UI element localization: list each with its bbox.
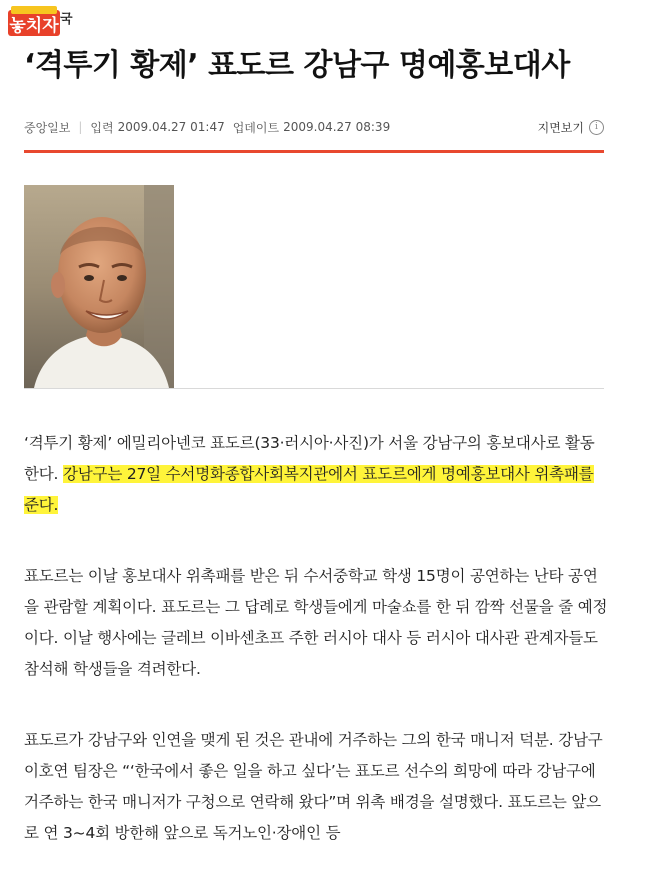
paragraph-text: 표도르는 이날 홍보대사 위촉패를 받은 뒤 수서중학교 학생 15명이 공연하는 난타 공연을 관람할 계획이다. 표도르는 그 답례로 학생들에게 마술쇼를 한 뒤 깜짝 선물을 줄 예정이다. 이날 행사에는 글레브 이바센초프 주한 러시아 대사 등 러시아 대사관 관계자들도 참석해 학생들을 격려한다. (24, 567, 608, 678)
updated-label: 업데이트 (232, 120, 280, 135)
logo-suffix: 국 (60, 12, 73, 27)
meta-divider: | (78, 120, 83, 134)
paragraph-text: 표도르가 강남구와 인연을 맺게 된 것은 관내에 거주하는 그의 한국 매니저 덕분. 강남구 이호연 팀장은 “‘한국에서 좋은 일을 하고 싶다’는 표도르 선수의 희망에 따라 강남구에 거주하는 한국 매니저가 구청으로 연락해 왔다”며 위촉 배경을 설명했다. 표도르는 앞으로 연 3~4회 방한해 앞으로 독거노인·장애인 등 (24, 731, 603, 842)
article-body (24, 428, 609, 889)
paragraph-text: ‘격투기 황제’ 에밀리아넨코 표도르(33·러시아·사진)가 서울 강남구의 홍보대사로 활동한다. (24, 434, 595, 483)
info-circle-icon: i (589, 120, 604, 135)
header-divider (24, 150, 604, 153)
paragraph (24, 428, 609, 521)
photo-area (24, 185, 604, 389)
highlighted-text: 강남구는 27일 수서명화종합사회복지관에서 표도르에게 명예홍보대사 위촉패를 준다. (24, 465, 594, 514)
article-meta (24, 117, 604, 137)
source-name: 중앙일보 (24, 120, 71, 135)
updated-date: 2009.04.27 08:39 (283, 120, 391, 134)
published-date: 2009.04.27 01:47 (117, 120, 225, 134)
print-view-label: 지면보기 (537, 120, 584, 135)
portrait-image (24, 185, 174, 388)
article-headline: ‘격투기 황제’ 표도르 강남구 명예홍보대사 (24, 48, 570, 83)
published-label: 입력 (90, 120, 114, 135)
paragraph (24, 725, 609, 849)
logo-text: 놓치자 (9, 16, 59, 36)
site-logo[interactable] (8, 4, 60, 40)
paragraph (24, 561, 609, 685)
article-photo[interactable] (24, 185, 174, 388)
logo-graphic (8, 4, 60, 40)
print-view-button[interactable] (538, 119, 604, 136)
